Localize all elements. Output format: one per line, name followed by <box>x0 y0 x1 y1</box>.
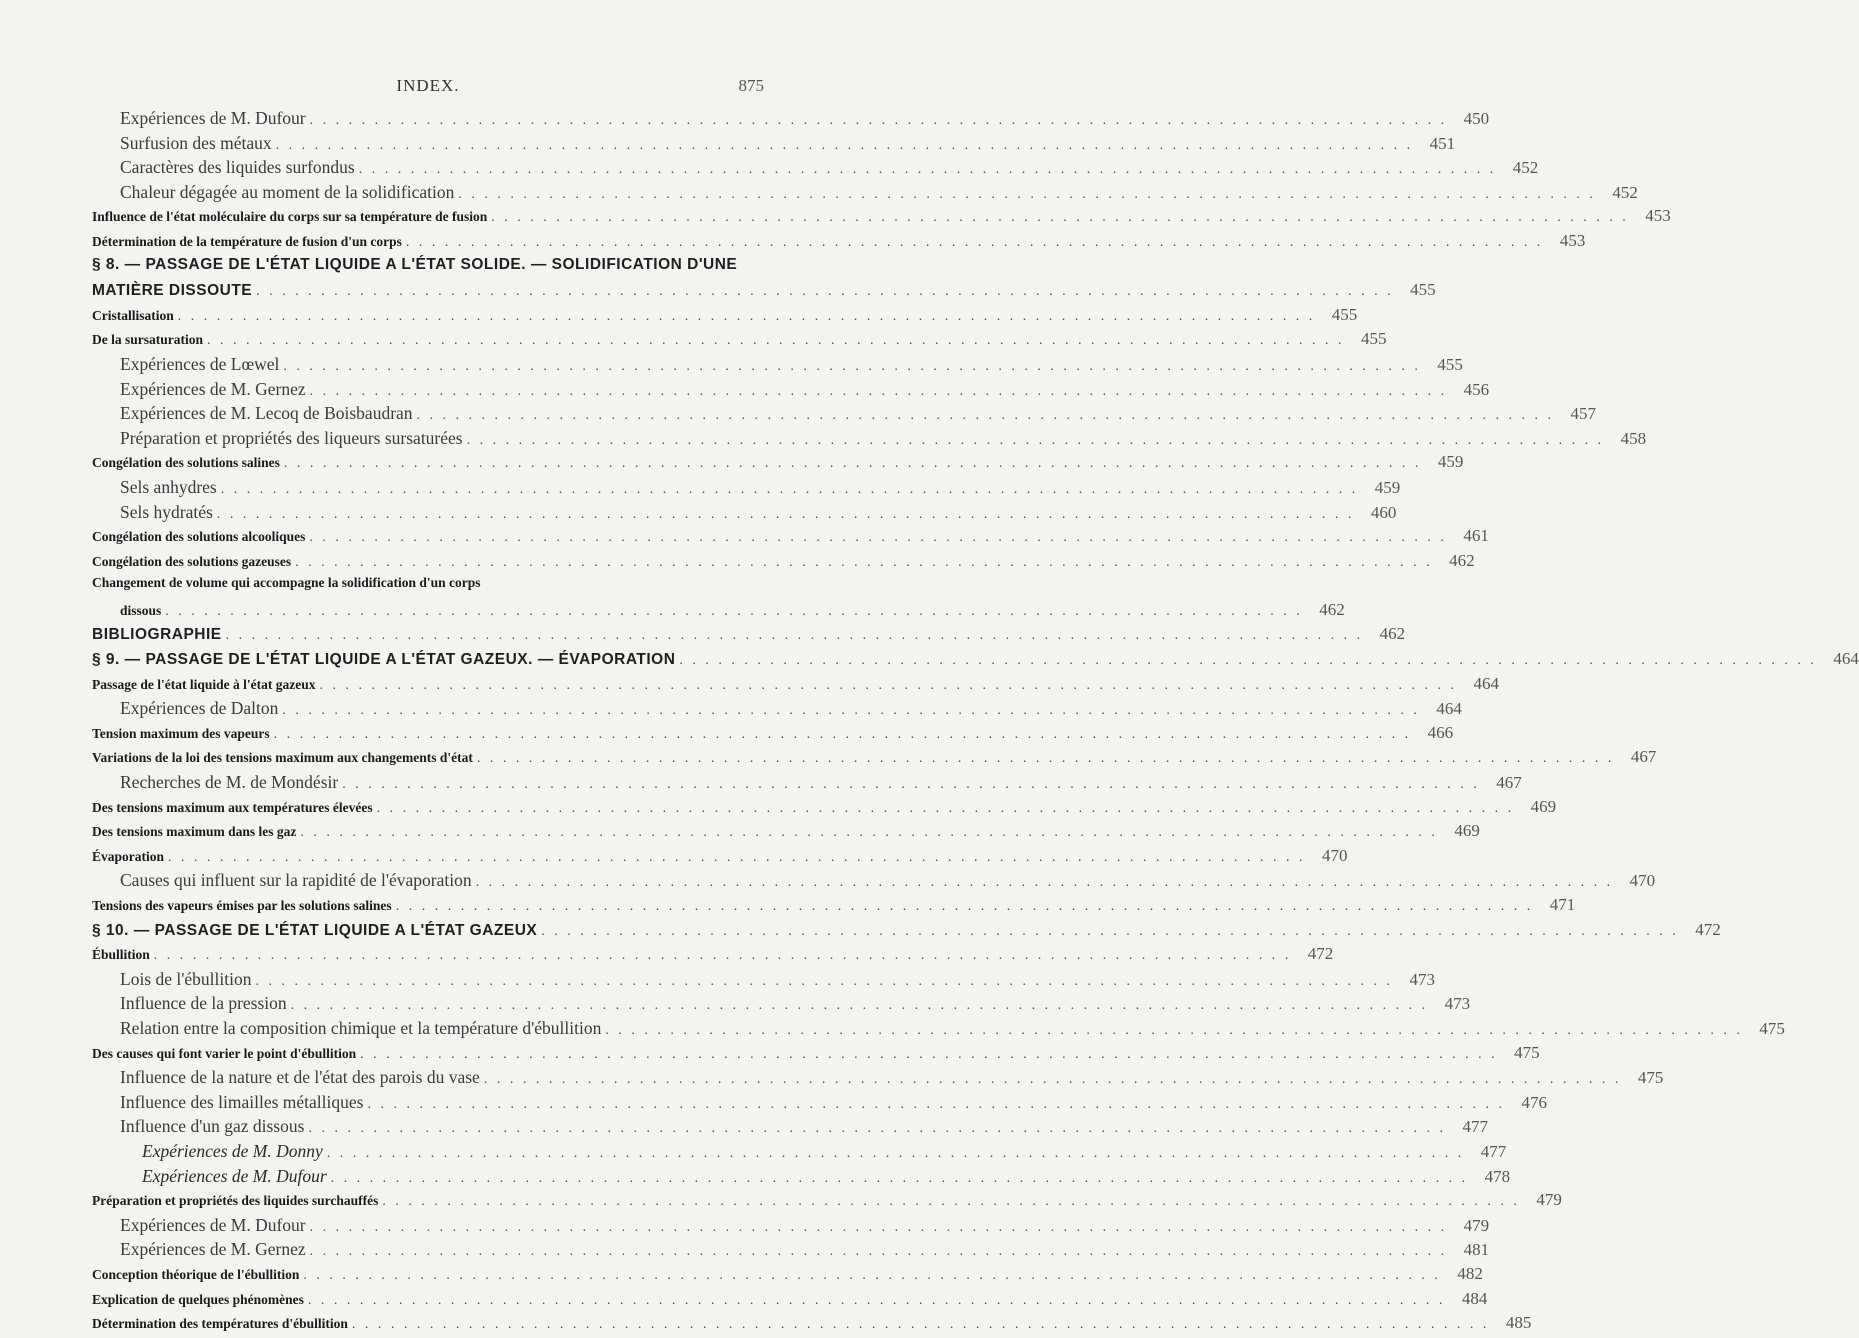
entry-label: dissous <box>120 602 162 618</box>
index-entry <box>92 673 1499 699</box>
entry-page-number: 485 <box>1505 1313 1532 1333</box>
entry-label: Influence des limailles métalliques <box>120 1091 364 1112</box>
entry-page-number: 464 <box>1473 673 1499 693</box>
leader-dots <box>256 284 1394 300</box>
entry-page-number: 470 <box>1322 845 1348 865</box>
index-entry <box>92 157 1539 182</box>
leader-dots <box>327 1146 1465 1162</box>
index-entry <box>92 550 1475 576</box>
entry-label: BIBLIOGRAPHIE <box>92 626 222 644</box>
index-entry <box>92 1091 1547 1117</box>
entry-label: Expériences de Dalton <box>120 698 279 719</box>
entry-label: Expériences de M. Donny <box>142 1140 323 1161</box>
entry-page-number: 462 <box>1319 599 1345 619</box>
index-entry <box>92 1288 1488 1314</box>
entry-page-number: 476 <box>1521 1092 1547 1112</box>
entry-page-number: 482 <box>1457 1263 1483 1283</box>
entry-page-number: 469 <box>1454 821 1480 841</box>
index-entry <box>92 575 764 600</box>
entry-page-number: 472 <box>1695 919 1721 939</box>
leader-dots <box>458 187 1596 203</box>
leader-dots <box>319 678 1457 694</box>
entry-label: Expériences de M. Dufour <box>120 108 306 128</box>
entry-label: § 9. — PASSAGE DE L'ÉTAT LIQUIDE A L'ÉTAT GAZEUX. — ÉVAPORATION <box>92 651 676 669</box>
entry-page-number: 453 <box>1559 230 1586 250</box>
entry-label: Cristallisation <box>92 307 174 323</box>
page-header <box>92 76 764 100</box>
leader-dots <box>276 138 1414 154</box>
leader-dots <box>331 1171 1469 1187</box>
entry-page-number: 455 <box>1410 280 1436 300</box>
entry-page-number: 467 <box>1496 773 1522 793</box>
index-entry <box>92 870 1656 895</box>
index-entry <box>92 821 1480 846</box>
entry-page-number: 459 <box>1437 452 1464 472</box>
entry-label: Détermination de la température de fusion d'un corps <box>92 233 402 249</box>
index-entry <box>92 944 1334 969</box>
entry-label: Conception théorique de l'ébullition <box>92 1266 300 1282</box>
leader-dots <box>154 948 1292 964</box>
entry-label: Caractères des liquides surfondus <box>120 157 355 178</box>
entry-page-number: 467 <box>1630 747 1657 767</box>
leader-dots <box>295 555 1433 571</box>
entry-label: Sels hydratés <box>120 501 213 522</box>
entry-label: Causes qui influent sur la rapidité de l'évaporation <box>120 870 472 891</box>
entry-page-number: 475 <box>1759 1018 1785 1038</box>
entry-page-number: 455 <box>1361 329 1387 349</box>
leader-dots <box>342 777 1480 793</box>
index-entry <box>92 206 1671 231</box>
entry-page-number: 478 <box>1484 1166 1511 1186</box>
entry-label: Évaporation <box>92 848 165 864</box>
entry-page-number: 456 <box>1463 379 1490 399</box>
entry-label: Influence d'un gaz dissous <box>120 1116 305 1137</box>
entry-label: Passage de l'état liquide à l'état gazeux <box>92 676 316 692</box>
index-entry <box>92 895 1576 920</box>
entry-label: Surfusion des métaux <box>120 132 272 153</box>
index-entry <box>92 796 1557 822</box>
entry-label: Lois de l'ébullition <box>120 968 252 989</box>
index-entry <box>92 526 1489 551</box>
entry-page-number: 479 <box>1463 1215 1490 1235</box>
index-entry <box>92 476 1401 502</box>
entry-page-number: 452 <box>1612 182 1638 202</box>
entry-label: Changement de volume qui accompagne la solidification d'un corps <box>92 575 481 591</box>
leader-dots <box>367 1097 1505 1113</box>
index-entry <box>92 1140 1507 1166</box>
index-entry <box>92 722 1454 748</box>
entry-label: Expériences de M. Dufour <box>142 1165 327 1186</box>
index-entry <box>92 968 1435 994</box>
entry-label: Influence de la pression <box>120 993 287 1014</box>
entry-page-number: 475 <box>1637 1068 1664 1088</box>
leader-dots <box>382 1194 1520 1210</box>
leader-dots <box>310 1244 1448 1260</box>
leader-dots <box>359 162 1497 178</box>
leader-dots <box>396 899 1534 915</box>
index-entry <box>92 1042 1540 1068</box>
entry-label: MATIÈRE DISSOUTE <box>92 282 253 300</box>
index-entry <box>92 1239 1490 1264</box>
entry-page-number: 451 <box>1429 133 1456 153</box>
entry-label: § 8. — PASSAGE DE L'ÉTAT LIQUIDE A L'ÉTAT SOLIDE. — SOLIDIFICATION D'UNE <box>92 255 738 273</box>
leader-dots <box>605 1023 1743 1039</box>
leader-dots <box>207 333 1345 349</box>
index-entry <box>92 108 1490 133</box>
entry-label: Expériences de M. Gernez <box>120 1239 306 1260</box>
index-entry <box>92 1067 1664 1092</box>
index-entry <box>92 1165 1511 1191</box>
entry-page-number: 460 <box>1370 502 1397 522</box>
entry-page-number: 472 <box>1307 944 1334 964</box>
entry-page-number: 481 <box>1463 1240 1490 1260</box>
entry-label: Expériences de M. Lecoq de Boisbaudran <box>120 403 413 424</box>
leader-dots <box>308 1121 1446 1137</box>
entry-label: Des tensions maximum dans les gaz <box>92 824 297 840</box>
index-entry <box>92 649 1859 674</box>
leader-dots <box>310 384 1448 400</box>
entry-label: Préparation et propriétés des liquides surchauffés <box>92 1193 379 1209</box>
entry-page-number: 471 <box>1549 895 1576 914</box>
leader-dots <box>226 628 1364 644</box>
index-entry <box>92 403 1597 428</box>
leader-dots <box>476 875 1614 891</box>
index-entry <box>92 329 1387 354</box>
leader-dots <box>406 235 1544 251</box>
index-list <box>92 108 1859 1338</box>
index-entry <box>92 1116 1488 1141</box>
index-entry <box>92 280 1436 305</box>
entry-page-number: 466 <box>1427 722 1454 742</box>
leader-dots <box>417 408 1555 424</box>
index-entry <box>92 919 1721 945</box>
leader-dots <box>217 507 1355 523</box>
leader-dots <box>377 801 1515 817</box>
entry-page-number: 477 <box>1480 1141 1507 1161</box>
entry-page-number: 458 <box>1620 428 1647 448</box>
index-entry <box>92 230 1586 256</box>
entry-page-number: 455 <box>1331 304 1358 324</box>
index-entry <box>92 845 1348 871</box>
entry-page-number: 473 <box>1444 994 1471 1014</box>
leader-dots <box>165 604 1303 620</box>
entry-page-number: 462 <box>1379 624 1406 644</box>
entry-label: Expériences de M. Gernez <box>120 378 306 399</box>
leader-dots <box>255 974 1393 990</box>
entry-label: Recherches de M. de Mondésir <box>120 772 339 793</box>
leader-dots <box>221 482 1359 498</box>
leader-dots <box>274 727 1412 743</box>
leader-dots <box>491 210 1629 226</box>
index-entry <box>92 993 1471 1018</box>
entry-page-number: 479 <box>1536 1190 1562 1210</box>
index-entry <box>92 452 1464 477</box>
entry-page-number: 461 <box>1463 526 1489 546</box>
entry-page-number: 469 <box>1530 796 1557 816</box>
leader-dots <box>310 113 1448 129</box>
leader-dots <box>309 530 1447 546</box>
index-entry <box>92 1190 1562 1215</box>
entry-label: Expériences de Lœwel <box>120 353 280 374</box>
index-entry <box>92 353 1463 379</box>
page-title: INDEX. <box>396 76 460 95</box>
index-entry <box>92 256 764 281</box>
leader-dots <box>467 433 1605 449</box>
entry-page-number: 457 <box>1570 404 1597 424</box>
index-entry <box>92 1017 1785 1043</box>
entry-page-number: 464 <box>1436 699 1462 719</box>
entry-label: De la sursaturation <box>92 332 203 348</box>
leader-dots <box>352 1317 1490 1333</box>
entry-label: Variations de la loi des tensions maximum aux changements d'état <box>92 750 473 766</box>
index-entry <box>92 698 1462 723</box>
entry-label: Relation entre la composition chimique et la température d'ébullition <box>120 1017 602 1038</box>
leader-dots <box>484 1072 1622 1088</box>
leader-dots <box>300 825 1438 841</box>
entry-page-number: 464 <box>1833 649 1859 669</box>
index-entry <box>92 378 1490 404</box>
index-entry <box>92 1263 1483 1289</box>
index-entry <box>92 501 1397 527</box>
entry-label: Congélation des solutions gazeuses <box>92 553 292 569</box>
index-entry <box>92 624 1406 649</box>
entry-label: Chaleur dégagée au moment de la solidification <box>120 181 455 202</box>
entry-label: Influence de l'état moléculaire du corps sur sa température de fusion <box>92 209 488 225</box>
entry-label: § 10. — PASSAGE DE L'ÉTAT LIQUIDE A L'ÉTAT GAZEUX <box>92 921 538 939</box>
entry-page-number: 470 <box>1629 871 1656 891</box>
entry-page-number: 459 <box>1374 477 1401 497</box>
entry-label: Des causes qui font varier le point d'ébullition <box>92 1045 357 1061</box>
leader-dots <box>303 1268 1441 1284</box>
entry-label: Ébullition <box>92 947 150 963</box>
leader-dots <box>541 924 1679 940</box>
entry-label: Explication de quelques phénomènes <box>92 1291 304 1307</box>
entry-page-number: 473 <box>1409 969 1435 989</box>
entry-label: Influence de la nature et de l'état des parois du vase <box>120 1067 480 1088</box>
index-entry <box>92 181 1638 207</box>
leader-dots <box>308 1293 1446 1309</box>
leader-dots <box>291 998 1429 1014</box>
leader-dots <box>283 359 1421 375</box>
leader-dots <box>282 703 1420 719</box>
index-entry <box>92 747 1657 772</box>
entry-label: Préparation et propriétés des liqueurs sursaturées <box>120 427 463 448</box>
entry-page-number: 475 <box>1514 1042 1540 1062</box>
entry-label: Tensions des vapeurs émises par les solutions salines <box>92 898 392 913</box>
entry-page-number: 477 <box>1462 1117 1488 1137</box>
leader-dots <box>178 309 1316 325</box>
index-entry <box>92 427 1647 453</box>
leader-dots <box>477 751 1615 767</box>
entry-page-number: 453 <box>1645 206 1671 226</box>
page-number: 875 <box>738 76 764 95</box>
index-entry <box>92 772 1522 797</box>
entry-label: Des tensions maximum aux températures élevées <box>92 799 373 815</box>
entry-page-number: 452 <box>1512 158 1539 178</box>
entry-page-number: 462 <box>1449 550 1475 570</box>
index-entry <box>92 1214 1490 1240</box>
index-entry <box>92 304 1358 330</box>
index-entry <box>92 132 1456 158</box>
index-entry <box>92 599 1345 625</box>
entry-label: Sels anhydres <box>120 476 217 497</box>
entry-page-number: 455 <box>1437 354 1463 374</box>
leader-dots <box>679 653 1817 669</box>
entry-page-number: 484 <box>1461 1288 1488 1308</box>
index-entry <box>92 1313 1532 1338</box>
leader-dots <box>284 456 1422 472</box>
entry-label: Expériences de M. Dufour <box>120 1214 306 1235</box>
leader-dots <box>310 1220 1448 1236</box>
leader-dots <box>360 1047 1498 1063</box>
entry-label: Congélation des solutions salines <box>92 455 280 471</box>
entry-page-number: 450 <box>1463 109 1490 128</box>
leader-dots <box>168 850 1306 866</box>
entry-label: Détermination des températures d'ébullition <box>92 1316 348 1332</box>
entry-label: Congélation des solutions alcooliques <box>92 529 306 545</box>
entry-label: Tension maximum des vapeurs <box>92 725 270 741</box>
